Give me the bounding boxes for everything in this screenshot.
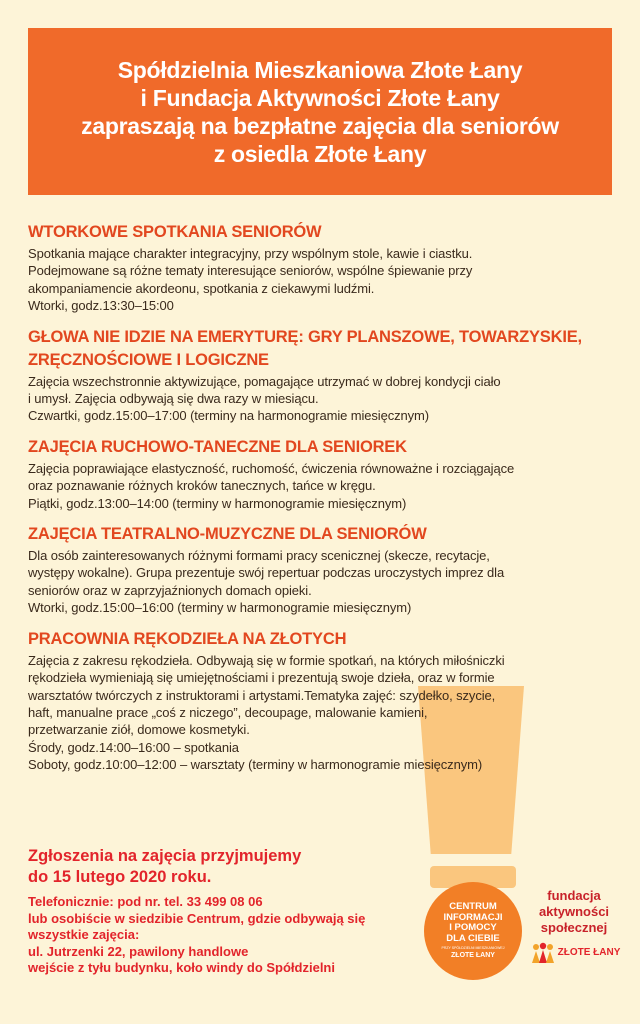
sections-list [28,222,618,786]
banner-line: i Fundacja Aktywności Złote Łany [140,84,500,111]
section-line: haft, manualne prace „coś z niczego”, decoupage, malowanie kamieni, [28,704,428,720]
section-line: rękodzieła wymieniają się umiejętnościami i prezentują swoje dzieła, oraz w formie [28,670,495,686]
section-line: seniorów oraz w zaprzyjaźnionych domach opieki. [28,582,312,598]
contact-phone: Telefonicznie: pod nr. tel. 33 499 08 06 [28,894,263,909]
section-heading: ZRĘCZNOŚCIOWE I LOGICZNE [28,350,269,369]
section-heading: ZAJĘCIA RUCHOWO-TANECZNE DLA SENIOREK [28,437,407,456]
section-theatre-music [28,524,618,617]
centrum-logo-line: DLA CIEBIE [446,932,500,944]
fundacja-logo [524,888,624,964]
people-icon [528,942,558,964]
section-line: Podejmowane są różne tematy interesujące seniorów, wspólne śpiewanie przy [28,263,473,279]
section-heading: PRACOWNIA RĘKODZIEŁA NA ZŁOTYCH [28,629,347,648]
banner-line: Spółdzielnia Mieszkaniowa Złote Łany [117,56,523,83]
section-tuesday-meetings [28,222,618,315]
section-schedule: Wtorki, godz.15:00–16:00 (terminy w harmonogramie miesięcznym) [28,600,412,616]
centrum-logo-line: CENTRUM [449,901,497,912]
centrum-logo-brand: ZŁOTE ŁANY [451,952,495,959]
centrum-logo-line: INFORMACJI [443,911,503,923]
section-handicraft [28,629,618,774]
section-schedule: Soboty, godz.10:00–12:00 – warsztaty (terminy w harmonogramie miesięcznym) [28,757,483,773]
registration-deadline: do 15 lutego 2020 roku. [28,868,212,886]
centrum-logo [424,882,522,980]
section-heading: GŁOWA NIE IDZIE NA EMERYTURĘ: GRY PLANSZOWE, TOWARZYSKIE, [28,327,582,346]
section-schedule: Wtorki, godz.13:30–15:00 [28,298,174,314]
section-line: występy wokalne). Grupa prezentuje swój repertuar podczas uroczystych imprez dla [28,565,505,581]
section-heading: WTORKOWE SPOTKANIA SENIORÓW [28,223,322,241]
banner-line: z osiedla Złote Łany [213,140,427,167]
section-dance [28,437,618,512]
contact-address: ul. Jutrzenki 22, pawilony handlowe [28,943,249,959]
section-line: Dla osób zainteresowanych różnymi formami pracy scenicznej (skecze, recytacje, [28,548,490,564]
section-line: przetwarzanie ziół, domowe kosmetyki. [28,722,250,738]
section-heading: ZAJĘCIA TEATRALNO-MUZYCZNE DLA SENIORÓW [28,525,427,544]
contact-line: wszystkie zajęcia: [28,927,140,942]
fundacja-logo-brand: ZŁOTE ŁANY [557,947,621,958]
section-schedule: Piątki, godz.13:00–14:00 (terminy w harmonogramie miesięcznym) [28,495,407,511]
section-schedule: Czwartki, godz.15:00–17:00 (terminy na harmonogramie miesięcznym) [28,408,430,424]
section-line: Zajęcia wszechstronnie aktywizujące, pomagające utrzymać w dobrej kondycji ciało [28,373,501,389]
section-games [28,327,618,425]
header-banner [28,28,612,195]
centrum-logo-line: I POMOCY [449,922,497,933]
section-schedule: Środy, godz.14:00–16:00 – spotkania [28,739,239,755]
section-line: Spotkania mające charakter integracyjny, przy wspólnym stole, kawie i ciastku. [28,246,473,261]
registration-deadline: Zgłoszenia na zajęcia przyjmujemy [28,847,302,865]
contact-info [28,894,408,977]
fundacja-logo-line: aktywności [538,904,610,919]
section-line: Zajęcia z zakresu rękodzieła. Odbywają się w formie spotkań, na których miłośniczki [28,652,505,668]
section-line: warsztatów twórczych z instruktorami i artystami.Tematyka zajęć: szydełko, szycie, [28,687,496,703]
zlote-lany-logo [524,942,624,964]
section-line: i umysł. Zajęcia odbywają się dwa razy w miesiącu. [28,391,319,407]
banner-line: zapraszają na bezpłatne zajęcia dla seniorów [81,112,559,139]
section-line: akompaniamencie akordeonu, spotkania z ciekawymi ludźmi. [28,280,375,296]
section-line: Zajęcia poprawiające elastyczność, ruchomość, ćwiczenia równoważne i rozciągające [28,460,515,476]
centrum-logo-subtitle: PRZY SPÓŁDZIELNI MIESZKANIOWEJ [441,946,505,950]
fundacja-logo-line: społecznej [540,920,608,935]
registration-info [28,846,408,977]
section-line: oraz poznawanie różnych kroków tanecznych, tańce w kręgu. [28,478,376,494]
fundacja-logo-line: fundacja [547,888,601,903]
contact-line: lub osobiście w siedzibie Centrum, gdzie odbywają się [28,910,366,926]
contact-line: wejście z tyłu budynku, koło windy do Spółdzielni [28,960,335,975]
